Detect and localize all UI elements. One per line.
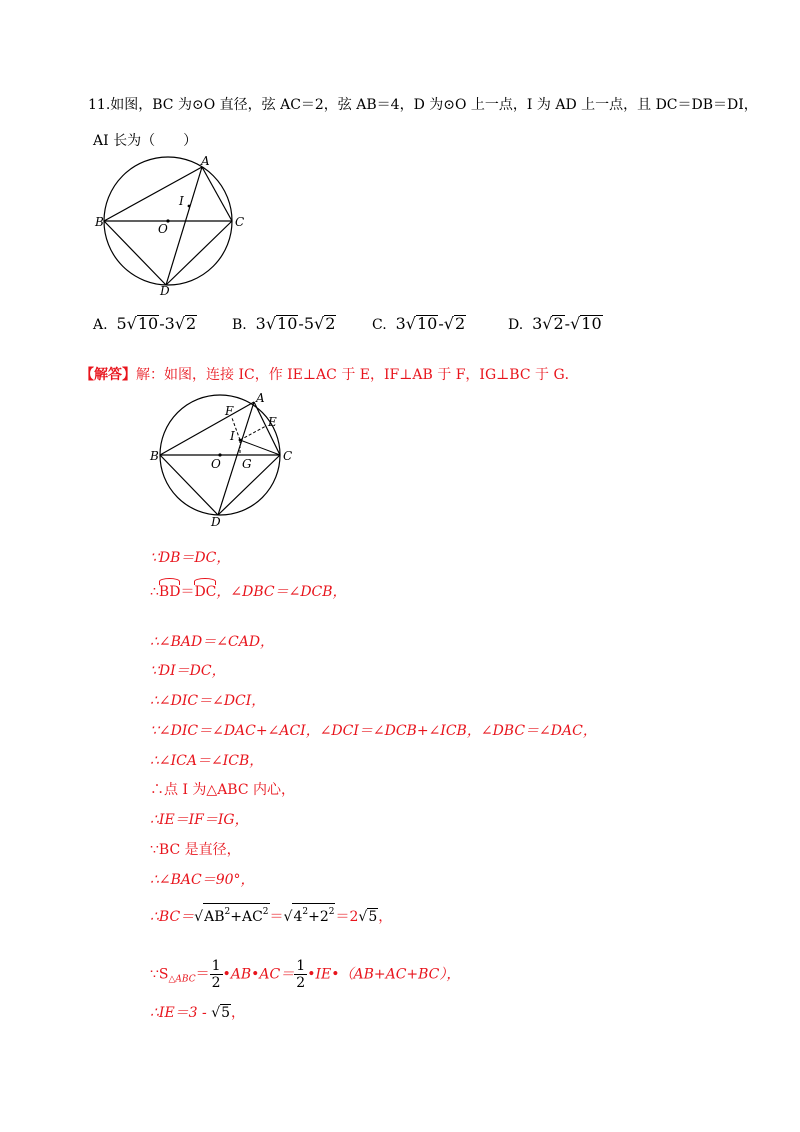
question-figure (92, 150, 252, 295)
step-7: ∴∠ICA＝∠ICB， (150, 753, 264, 769)
step-2: ∴BD＝DC，∠DBC＝∠DCB， (150, 584, 347, 600)
option-b: B. 3√10-5√2 (232, 314, 336, 333)
point-i-dot (239, 439, 242, 442)
step-13: $\because S_{\triangle ABC}=$ $\frac{1}{2}$ •AB•AC＝ $\frac{1}{2}$ •IE•（AB+AC+BC）， (150, 958, 461, 991)
label-d: D (160, 284, 170, 295)
option-a: A. 5√10-3√2 (93, 314, 197, 333)
step-12: $\therefore BC=√AB^2+AC^2=√4^2+2^2=2√5$， (150, 903, 392, 927)
step-8: ∴点 I 为△ABC 内心， (150, 782, 296, 798)
fraction-half: $\frac{1}{2}$ (211, 958, 221, 991)
solution-figure (148, 388, 308, 530)
step-5: ∴∠DIC＝∠DCI， (150, 693, 266, 709)
label-g: G (242, 457, 252, 471)
chord-ab (104, 167, 202, 221)
label-b: B (150, 449, 159, 463)
step-1: ∵DB＝DC， (150, 550, 231, 566)
option-d: D. 3√2-√10 (508, 314, 602, 333)
label-f: F (225, 404, 234, 418)
point-i-dot (188, 205, 191, 208)
answer-intro: 【解答】解：如图，连接 IC，作 IE⊥AC 于 E，IF⊥AB 于 F，IG⊥BC 于 G． (80, 367, 579, 383)
step-4: ∵DI＝DC， (150, 663, 226, 679)
step-3: ∴∠BAD＝∠CAD， (150, 634, 275, 650)
question-line-1: 11.如图，BC 为⊙O 直径，弦 AC＝2，弦 AB＝4，D 为⊙O 上一点，I 为 AD 上一点，且 DC＝DB＝DI， (88, 97, 758, 113)
step-9: ∴IE＝IF＝IG， (150, 812, 249, 828)
label-b: B (95, 215, 104, 229)
label-d: D (211, 515, 221, 529)
label-o: O (211, 457, 221, 471)
label-i: I (179, 194, 184, 208)
step-10: ∵BC 是直径， (150, 842, 241, 858)
label-e: E (268, 415, 277, 429)
step-11: ∴∠BAC＝90°， (150, 872, 255, 888)
step-6: ∵∠DIC＝∠DAC+∠ACI，∠DCI＝∠DCB+∠ICB，∠DBC＝∠DAC， (150, 723, 597, 739)
label-i: I (230, 429, 235, 443)
label-c: C (235, 215, 245, 229)
label-a: A (256, 391, 265, 405)
label-a: A (201, 154, 210, 168)
question-line-2: AI 长为（ ） (93, 133, 198, 149)
option-c: C. 3√10-√2 (372, 314, 466, 333)
step-14: ∴IE＝3 - √5， (150, 1005, 246, 1021)
chord-ac (202, 167, 232, 221)
fraction-half: $\frac{1}{2}$ (296, 958, 306, 991)
label-c: C (283, 449, 293, 463)
arc-bd: BD (158, 584, 181, 600)
answer-tag: 【解答】 (80, 367, 136, 383)
arc-dc: DC (194, 584, 217, 600)
label-o: O (158, 222, 168, 236)
